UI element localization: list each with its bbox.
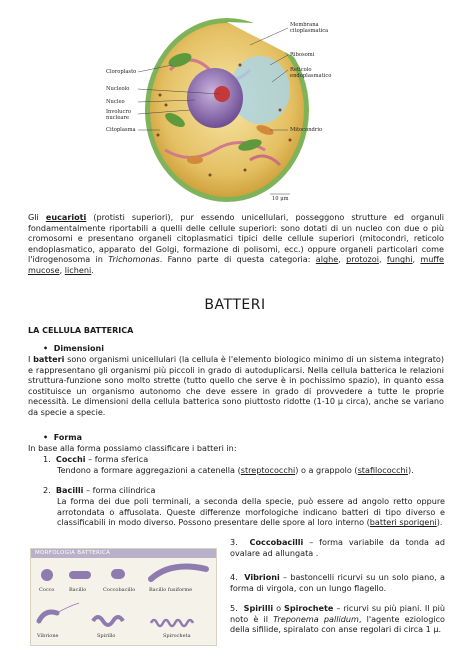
stafilococchi-link[interactable]: stafilococchi — [357, 465, 408, 475]
desc-c: ). — [407, 465, 414, 475]
bacteria-shapes — [31, 549, 216, 645]
item-number: 2. — [43, 485, 51, 495]
cocco-shape — [41, 569, 53, 581]
label-spirocheta: Spirocheta — [163, 633, 191, 639]
item-name: Bacilli — [55, 485, 84, 495]
intro-text-3: . Fanno parte di questa categoria: — [159, 254, 316, 265]
item-name: Vibrioni — [244, 572, 280, 582]
licheni-link[interactable]: licheni — [64, 264, 92, 275]
sep: , — [59, 264, 65, 275]
item-rest: – forma sferica — [85, 454, 149, 464]
morphology-title: MORFOLOGIA BATTERICA — [35, 550, 111, 556]
bacillo-fusiforme-shape — [151, 567, 206, 579]
label-cloroplasto: Cloroplasto — [106, 69, 137, 75]
item-rest-a: – ricurvi su più piani. Il più noto è il — [230, 603, 445, 624]
label-involucro: Involucro nucleare — [106, 109, 131, 121]
dimensioni-heading — [43, 344, 104, 353]
label-vibrione: Vibrione — [37, 633, 59, 639]
dim-text-1: I — [28, 354, 34, 364]
desc-a: Tendono a formare aggregazioni a catenella ( — [57, 465, 241, 475]
streptococchi-link[interactable]: streptococchi — [240, 465, 296, 475]
desc-end: ). — [436, 517, 443, 528]
item-number: 1. — [43, 454, 51, 464]
forma-label: Forma — [53, 433, 83, 442]
label-coccobacillo: Coccobacillo — [103, 587, 136, 593]
label-nucleo: Nucleo — [106, 99, 125, 105]
item-rest: – bastoncelli ricurvi su un solo piano, a forma di virgola, con un lungo flagello. — [230, 572, 445, 593]
dimensioni-paragraph — [28, 354, 444, 418]
label-reticolo: Reticolo endoplasmatico — [290, 67, 332, 79]
label-spirillo: Spirillo — [97, 633, 116, 639]
item-rest-b: , l'agente eziologico della sifilide, spiralato con anse regolari di circa 1 μ. — [230, 613, 445, 635]
item-rest: – forma variabile da tonda ad ovalare ad allungata . — [230, 537, 445, 558]
alghe-link[interactable]: alghe — [315, 254, 339, 265]
section-heading: LA CELLULA BATTERICA — [28, 326, 134, 335]
item-name: Spirilli — [243, 603, 274, 613]
muffe-link[interactable]: muffe mucose — [28, 254, 444, 275]
item-number: 4. — [230, 572, 238, 582]
item-cocchi — [43, 454, 443, 465]
item-number: 5. — [230, 603, 238, 613]
item-name: Coccobacilli — [249, 537, 304, 547]
intro-paragraph — [28, 212, 444, 276]
sporigeni-link[interactable]: batteri sporigeni — [369, 517, 437, 528]
item-vibrioni — [230, 572, 445, 593]
dim-text-2: sono organismi unicellulari (la cellula è l'elemento biologico minimo di un sistema integrato) e rappresentano gli organismi più piccoli in grado di autoduplicarsi. Nella cellula batterica le relazioni struttura-funzione sono molto strette (tutto quello che serve è in pochissimo spazio), in quanto essa costituisce un organismo autonomo che deve essere in grado di provvedere a tutte le proprie necessità. Le dimensioni della cellula batterica sono piuttosto ridotte (1-10 μ circa), anche se variano da specie a specie. — [28, 354, 444, 417]
item-bacilli-desc — [57, 496, 445, 528]
plant-cell-illustration — [100, 10, 370, 210]
dimensioni-label: Dimensioni — [53, 344, 104, 353]
label-nucleolo: Nucleolo — [106, 86, 130, 92]
item-bacilli — [43, 485, 443, 496]
label-citoplasma: Citoplasma — [106, 127, 136, 133]
label-mitocondrio: Mitocondrio — [290, 127, 323, 133]
item-name-2: Spirochete — [284, 603, 334, 613]
item-cocchi-desc — [57, 465, 447, 476]
morphology-figure — [30, 548, 217, 646]
forma-intro: In base alla forma possiamo classificare i batteri in: — [28, 443, 237, 453]
label-ribosomi: Ribosomi — [290, 52, 315, 58]
vibrione-shape — [39, 612, 57, 621]
flagello-line — [57, 603, 79, 613]
item-name: Cocchi — [55, 454, 86, 464]
funghi-link[interactable]: funghi — [386, 254, 413, 265]
treponema-term: Treponema pallidum — [273, 613, 359, 624]
eucarioti-link[interactable]: eucarioti — [45, 212, 87, 222]
label-cocco: Cocco — [39, 587, 55, 593]
item-coccobacilli — [230, 537, 445, 558]
label-bacillo: Bacillo — [69, 587, 87, 593]
sep: , — [412, 254, 421, 265]
page-title: BATTERI — [204, 297, 266, 313]
bullet-icon: • — [43, 344, 49, 353]
batteri-term: batteri — [33, 354, 65, 364]
label-bacillo-fusiforme: Bacillo fusiforme — [149, 587, 193, 593]
sep: , — [338, 254, 347, 265]
item-rest: – forma cilindrica — [83, 485, 156, 495]
coccobacillo-shape — [111, 569, 125, 579]
intro-text-1: Gli — [28, 212, 46, 222]
intro-text-2: (protisti superiori), pur essendo unicellulari, posseggono strutture ed organuli fondamentalmente riportabili a quelli delle cellule superiori: sono dotati di un nucleo con due o più cromosomi e presentano organeli citoplasmatici tipici delle cellule superiori (mitocondri, reticolo endoplasmatico, apparato del Golgi, formazione di polisomi, ecc.) oppure organeli particolari come l'idrogenosoma in — [28, 212, 445, 265]
item-mid: o — [273, 603, 285, 613]
forma-heading — [43, 433, 82, 442]
desc-text: La forma dei due poli terminali, a seconda della specie, può essere ad angolo retto oppure arrotondata o affusolata. Queste differenze morfologiche indicano batteri di tipo diverso e classificabili in modo diverso. Possono presentare delle spore al loro interno ( — [57, 496, 445, 528]
protozoi-link[interactable]: protozoi — [346, 254, 379, 265]
trichomonas-term: Trichomonas — [108, 254, 160, 265]
item-spirilli — [230, 603, 445, 635]
desc-b: ) o a grappolo ( — [295, 465, 358, 475]
item-number: 3. — [230, 537, 238, 547]
label-scale: 10 μm — [272, 196, 289, 202]
sep: , — [378, 254, 387, 265]
label-membrana: Membrana citoplasmatica — [290, 22, 329, 34]
bacillo-shape — [69, 571, 91, 579]
spirocheta-shape — [151, 620, 193, 626]
sep: . — [91, 264, 94, 275]
spirillo-shape — [93, 617, 123, 625]
bullet-icon: • — [43, 433, 49, 442]
plant-cell-figure — [100, 10, 370, 210]
